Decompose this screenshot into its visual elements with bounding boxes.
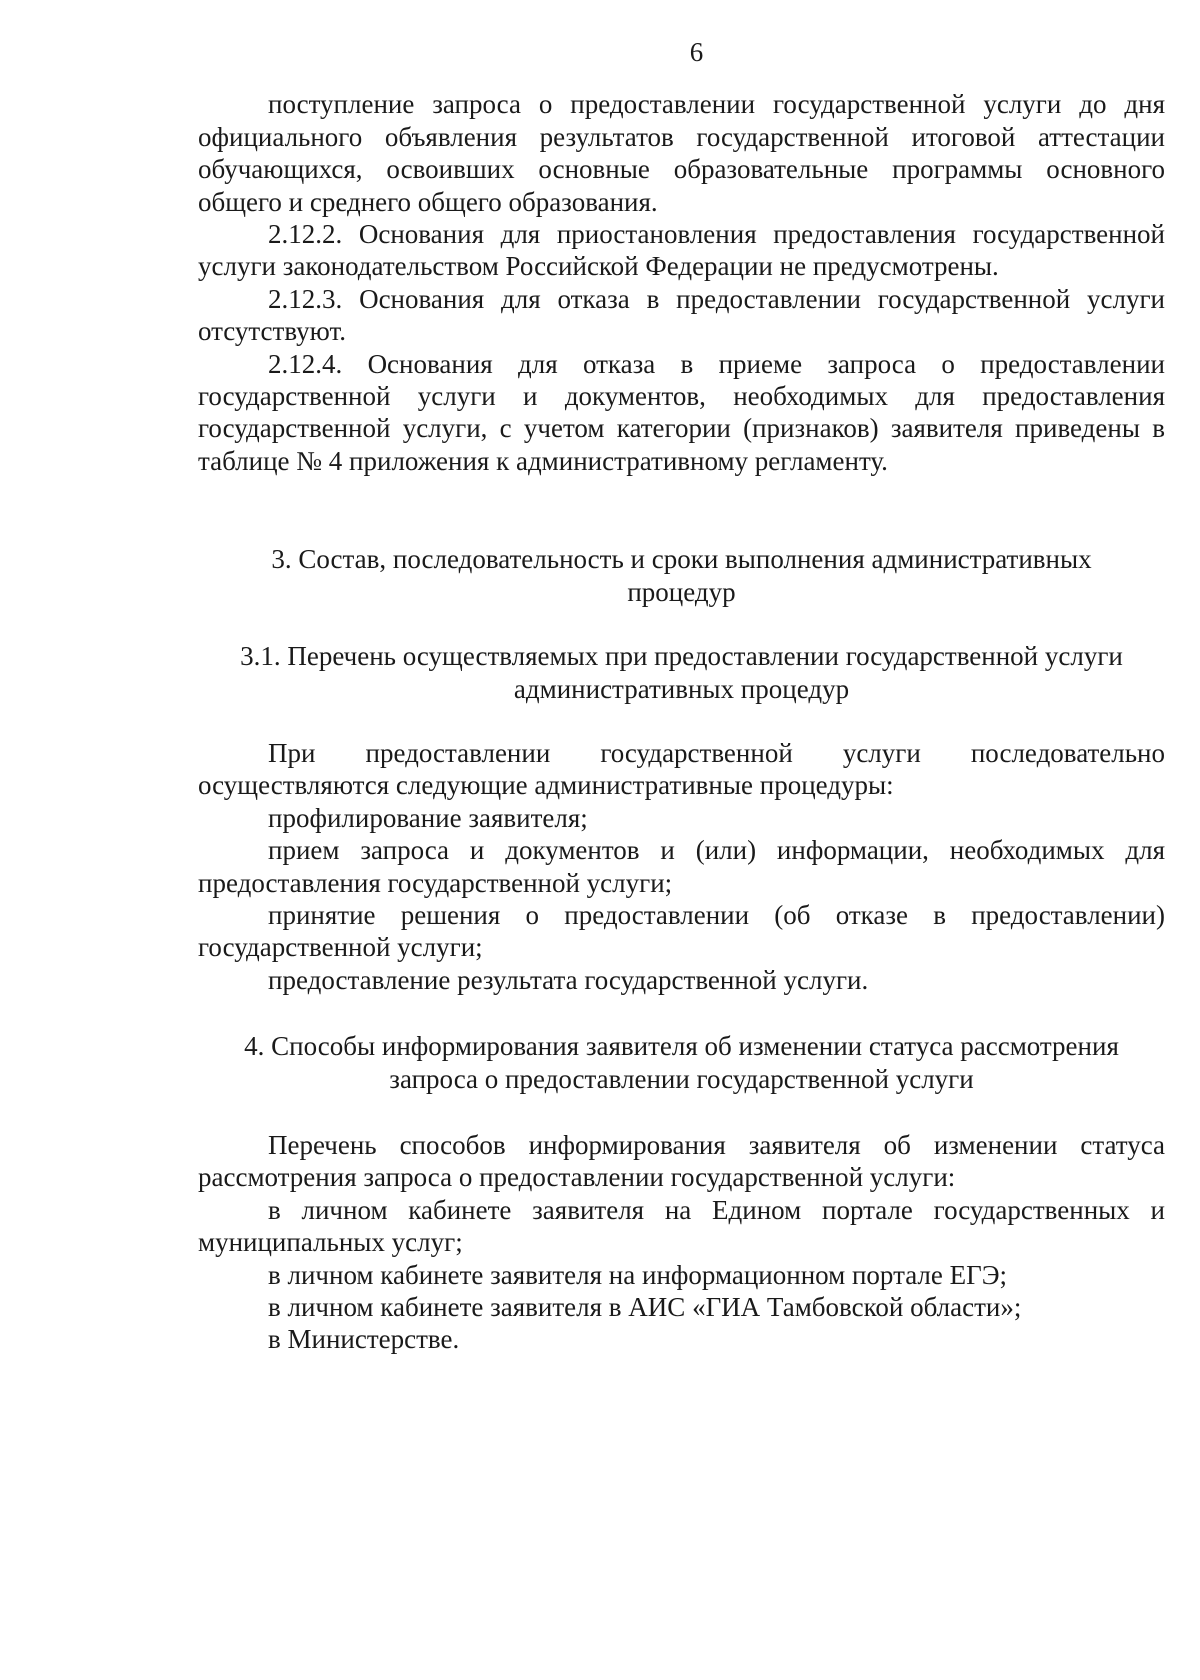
section-4-lead: Перечень способов информирования заявителя об изменении статуса рассмотрения запроса о предоставлении государственной услуги: (198, 1129, 1165, 1193)
section-3-lead: При предоставлении государственной услуги последовательно осуществляются следующие административные процедуры: (198, 737, 1165, 801)
spacer (198, 996, 1165, 1030)
paragraph-2-12-2: 2.12.2. Основания для приостановления предоставления государственной услуги законодательством Российской Федерации не предусмотрены. (198, 219, 1165, 282)
spacer (198, 477, 1165, 543)
section-4-heading: 4. Способы информирования заявителя об изменении статуса рассмотрения запроса о предоставлении государственной услуги (244, 1031, 1119, 1094)
spacer (198, 705, 1165, 737)
info-method-item: в личном кабинете заявителя в АИС «ГИА Тамбовской области»; (268, 1292, 1022, 1322)
info-method-item: в личном кабинете заявителя на информационном портале ЕГЭ; (268, 1259, 1008, 1290)
spacer (198, 608, 1165, 640)
paragraph-continuation: поступление запроса о предоставлении государственной услуги до дня официального объявления результатов государственной итоговой аттестации обучающихся, освоивших основные образовательные программы основного общего и среднего общего образования. (198, 89, 1165, 217)
paragraph-2-12-4: 2.12.4. Основания для отказа в приеме запроса о предоставлении государственной услуги и документов, необходимых для предоставления государственной услуги, с учетом категории (признаков) заявителя приведены в таблице № 4 приложения к административному регламенту. (198, 348, 1165, 476)
paragraph-2-12-3: 2.12.3. Основания для отказа в предоставлении государственной услуги отсутствуют. (198, 283, 1165, 347)
page-content (198, 36, 1165, 1356)
info-method-item: в Министерстве. (268, 1324, 460, 1355)
info-method-item: в личном кабинете заявителя на Едином портале государственных и муниципальных услуг; (198, 1194, 1165, 1258)
page-number: 6 (689, 37, 704, 67)
procedure-item: профилирование заявителя; (268, 802, 588, 833)
spacer (198, 1095, 1165, 1129)
section-3-1-subheading: 3.1. Перечень осуществляемых при предоставлении государственной услуги административных процедур (240, 641, 1123, 704)
procedure-item: прием запроса и документов и (или) информации, необходимых для предоставления государственной услуги; (198, 835, 1165, 898)
procedure-item: принятие решения о предоставлении (об отказе в предоставлении) государственной услуги; (198, 899, 1165, 963)
section-3-heading: 3. Состав, последовательность и сроки выполнения административных процедур (271, 544, 1092, 607)
procedure-item: предоставление результата государственной услуги. (268, 964, 869, 995)
